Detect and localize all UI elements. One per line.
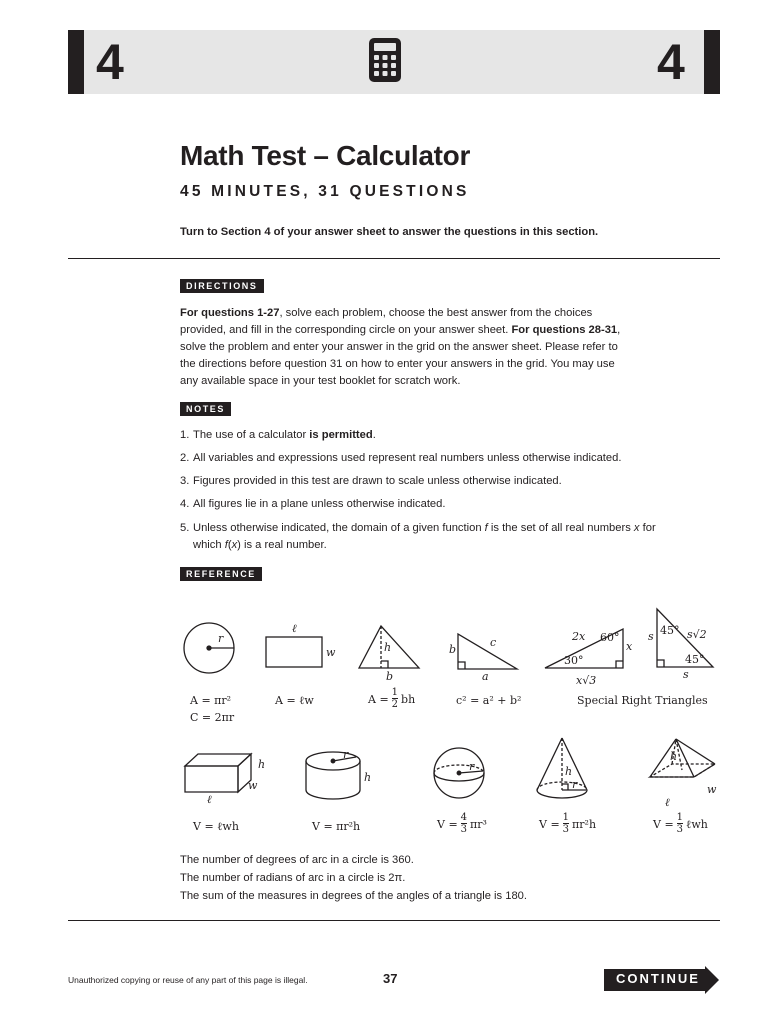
rectangle-figure	[266, 622, 336, 667]
box-volume-formula: V = ℓwh	[193, 820, 239, 833]
directions-line-3: solve the problem and enter your answer in the grid on the answer sheet. Please refer to	[180, 341, 618, 353]
reference-figures	[0, 595, 768, 845]
pyramid-figure	[650, 739, 717, 809]
pyr-l-label: ℓ	[665, 796, 670, 809]
directions-text	[180, 305, 650, 390]
directions-line-1: For questions 1-27, solve each problem, choose the best answer from the choices	[180, 307, 593, 319]
fact-triangle-sum: The sum of the measures in degrees of the angles of a triangle is 180.	[180, 890, 528, 902]
forty-five-figure	[648, 609, 713, 681]
top-divider	[68, 258, 720, 259]
note-2: 2. All variables and expressions used represent real numbers unless otherwise indicated.	[180, 452, 622, 464]
section-header-right-bar	[704, 30, 720, 94]
page-number: 37	[383, 971, 398, 986]
bottom-divider	[68, 920, 720, 921]
srt-60-label: 60°	[600, 631, 620, 644]
triangle-figure	[359, 626, 419, 683]
note-1: 1. The use of a calculator is permitted.	[180, 429, 376, 441]
circle-radius-label: r	[218, 632, 224, 645]
circle-area-formula: A = πr²	[190, 694, 232, 707]
pyr-w-label: w	[707, 783, 717, 796]
cylinder-volume-formula: V = πr²h	[312, 820, 361, 833]
cone-h-label: h	[565, 765, 573, 778]
pyr-h-label: h	[670, 750, 678, 763]
note-5: 5. Unless otherwise indicated, the domain of a given function f is the set of all real numbers x for which f(x) is a real number.	[180, 522, 656, 551]
note-3: 3. Figures provided in this test are drawn to scale unless otherwise indicated.	[180, 475, 562, 487]
right-tri-b-label: b	[449, 643, 457, 656]
right-tri-c-label: c	[490, 636, 497, 649]
page-subtitle: 45 MINUTES, 31 QUESTIONS	[180, 183, 470, 200]
tri-base-label: b	[386, 670, 394, 683]
srt-sr2-label: s√2	[687, 628, 707, 641]
box-h-label: h	[258, 758, 266, 771]
sphere-figure	[434, 748, 484, 798]
directions-tag: DIRECTIONS	[180, 279, 264, 293]
srt-2x-label: 2x	[572, 630, 586, 643]
circle-circumference-formula: C = 2πr	[190, 711, 235, 724]
fact-degrees: The number of degrees of arc in a circle is 360.	[180, 854, 414, 866]
pyramid-volume-formula: V = $\frac{1}{3}$ ℓwh	[653, 812, 708, 835]
srt-45a-label: 45°	[660, 624, 680, 637]
circle-figure	[184, 623, 234, 673]
box-w-label: w	[248, 779, 258, 792]
reference-tag: REFERENCE	[180, 567, 262, 581]
srt-x-label: x	[626, 640, 633, 653]
section-instruction: Turn to Section 4 of your answer sheet to answer the questions in this section.	[180, 226, 599, 238]
directions-line-4: the directions before question 31 on how to enter your answers in the grid. You may use	[180, 358, 615, 370]
cyl-h-label: h	[364, 771, 372, 784]
rect-length-label: ℓ	[292, 622, 297, 635]
tri-height-label: h	[384, 641, 392, 654]
section-number-left: 4	[96, 34, 124, 90]
copyright-notice: Unauthorized copying or reuse of any part of this page is illegal.	[68, 975, 308, 985]
cone-figure	[537, 738, 587, 798]
cylinder-figure	[306, 748, 371, 799]
right-tri-a-label: a	[482, 670, 489, 683]
fact-radians: The number of radians of arc in a circle is 2π.	[180, 872, 406, 884]
srt-30-label: 30°	[564, 654, 584, 667]
box-figure	[185, 754, 265, 806]
pythagorean-formula: c² = a² + b²	[456, 694, 522, 707]
srt-45b-label: 45°	[685, 653, 705, 666]
sphere-volume-formula: V = $\frac{4}{3}$ πr³	[437, 812, 487, 835]
cyl-r-label: r	[343, 748, 349, 761]
cone-r-label: r	[572, 778, 578, 791]
triangle-area-formula: A = $\frac{1}{2}$ bh	[368, 687, 416, 710]
rect-area-formula: A = ℓw	[275, 694, 314, 707]
section-header-left-bar	[68, 30, 84, 94]
continue-button[interactable]	[604, 966, 720, 999]
rect-width-label: w	[326, 646, 336, 659]
calculator-icon	[369, 38, 401, 82]
notes-tag: NOTES	[180, 402, 231, 416]
right-triangle-figure	[449, 634, 517, 683]
thirty-sixty-ninety-figure	[545, 629, 633, 687]
reference-facts	[180, 851, 527, 905]
continue-label: CONTINUE	[616, 971, 700, 986]
cone-volume-formula: V = $\frac{1}{3}$ πr²h	[539, 812, 597, 835]
srt-s-label: s	[648, 630, 654, 643]
directions-line-2: provided, and fill in the corresponding circle on your answer sheet. For questions 28-31,	[180, 324, 621, 336]
page-title: Math Test – Calculator	[180, 140, 471, 171]
special-right-triangles-caption: Special Right Triangles	[577, 694, 708, 707]
directions-line-5: any available space in your test booklet for scratch work.	[180, 375, 461, 387]
note-4: 4. All figures lie in a plane unless otherwise indicated.	[180, 498, 446, 510]
srt-xr3-label: x√3	[576, 674, 597, 687]
section-number-right: 4	[657, 34, 685, 90]
sph-r-label: r	[469, 760, 475, 773]
srt-s2-label: s	[683, 668, 689, 681]
box-l-label: ℓ	[207, 793, 212, 806]
